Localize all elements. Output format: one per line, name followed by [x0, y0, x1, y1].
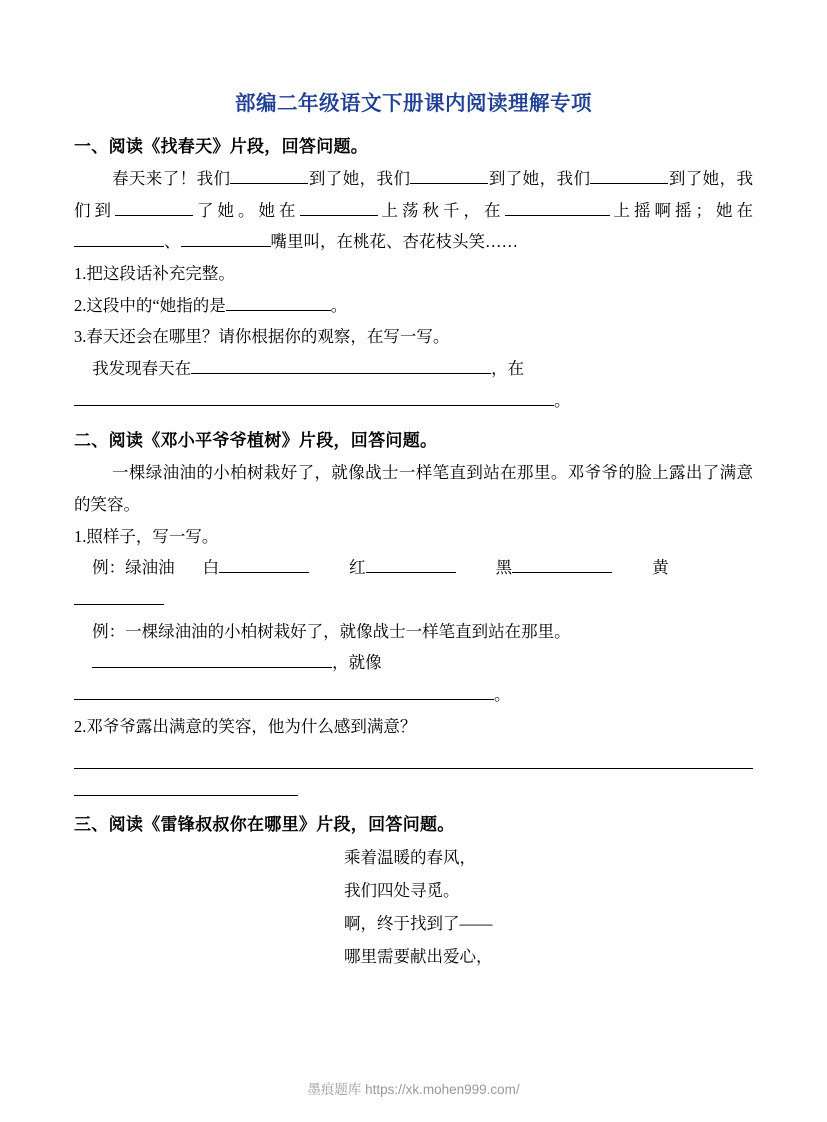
- example-1-word-4: 黄: [652, 558, 669, 578]
- fill-blank[interactable]: [181, 229, 271, 247]
- passage-1-text-8: 、: [164, 232, 181, 252]
- fill-blank[interactable]: [74, 229, 164, 247]
- question-1-2: [74, 290, 753, 322]
- answer-1-text: 我发现春天在: [92, 359, 192, 379]
- example-line-2-answer-b: [74, 679, 753, 711]
- example-2-mid: ，就像: [332, 653, 382, 673]
- fill-blank[interactable]: [74, 682, 494, 700]
- fill-blank[interactable]: [226, 292, 331, 310]
- fill-blank[interactable]: [366, 555, 456, 573]
- poem-line: 啊，终于找到了——: [344, 913, 493, 933]
- passage-1-text-5: 了她。她在: [193, 200, 300, 220]
- example-1-word-3: 黑: [495, 558, 513, 578]
- example-line-2: 例：一棵绿油油的小柏树栽好了，就像战士一样笔直到站在那里。: [92, 621, 571, 641]
- passage-1-text-7: 上摇啊摇；她在: [609, 200, 753, 220]
- fill-blank[interactable]: [590, 166, 668, 184]
- section-heading-1: 一、阅读《找春天》片段，回答问题。: [74, 137, 369, 156]
- fill-blank[interactable]: [410, 166, 488, 184]
- example-line-2-answer-a: [74, 647, 753, 679]
- passage-1-text-3: 到了她，我们: [488, 169, 591, 188]
- answer-line-2: [74, 385, 753, 417]
- question-1-3: 3.春天还会在哪里？请你根据你的观察，在写一写。: [74, 327, 450, 347]
- poem-line: 哪里需要献出爱心，: [344, 946, 493, 966]
- fill-blank[interactable]: [115, 197, 193, 215]
- poem-line: 我们四处寻觅。: [344, 880, 460, 900]
- passage-2: 一棵绿油油的小柏树栽好了，就像战士一样笔直到站在那里。邓爷爷的脸上露出了满意的笑容。: [74, 463, 753, 515]
- question-1-2-text: 2.这段中的“她指的是: [74, 295, 226, 315]
- passage-1-text-2: 到了她，我们: [308, 169, 411, 188]
- passage-1-text-9: 嘴里叫，在桃花、杏花枝头笑……: [270, 232, 518, 252]
- section-heading-2: 二、阅读《邓小平爷爷植树》片段，回答问题。: [74, 431, 438, 451]
- poem-line: 乘着温暖的春风，: [344, 847, 476, 867]
- example-1-word-1: 白: [202, 558, 220, 578]
- answer-1-end: 。: [554, 390, 571, 410]
- fill-blank[interactable]: [219, 555, 309, 573]
- question-2-1: 1.照样子，写一写。: [74, 526, 219, 546]
- passage-1: [74, 163, 753, 258]
- fill-blank[interactable]: [191, 356, 491, 374]
- answer-rule-2: [74, 769, 753, 796]
- section-heading-3: 三、阅读《雷锋叔叔你在哪里》片段，回答问题。: [74, 814, 455, 834]
- answer-rule-1: [74, 742, 753, 769]
- example-2-end: 。: [494, 685, 511, 705]
- fill-blank[interactable]: [300, 197, 378, 215]
- example-1-label: 例：绿油油: [92, 558, 175, 578]
- passage-1-text-1: 春天来了！我们: [111, 169, 231, 188]
- footer-watermark: 墨痕题库 https://xk.mohen999.com/: [307, 1082, 520, 1097]
- example-line-1: [74, 552, 753, 584]
- passage-1-text-4: 到了她，我们到: [74, 169, 754, 220]
- fill-blank[interactable]: [74, 387, 554, 405]
- answer-1-mid: ，在: [491, 359, 525, 379]
- passage-1-text-6: 上荡秋千，在: [377, 200, 505, 220]
- question-1-2-end: 。: [330, 295, 348, 315]
- question-2-2: 2.邓爷爷露出满意的笑容，他为什么感到满意？: [74, 716, 417, 736]
- fill-blank[interactable]: [74, 587, 164, 605]
- fill-blank[interactable]: [230, 166, 308, 184]
- example-1-word-2: 红: [349, 558, 366, 578]
- fill-blank[interactable]: [74, 769, 298, 796]
- example-line-1-cont: [74, 584, 753, 616]
- poem-block: [74, 841, 753, 973]
- page-title: 部编二年级语文下册课内阅读理解专项: [235, 93, 592, 115]
- fill-blank[interactable]: [512, 555, 612, 573]
- answer-line-1: [74, 353, 753, 385]
- question-1-1: 1.把这段话补充完整。: [74, 264, 235, 284]
- fill-blank[interactable]: [74, 742, 753, 769]
- fill-blank[interactable]: [505, 197, 610, 215]
- fill-blank[interactable]: [92, 650, 332, 668]
